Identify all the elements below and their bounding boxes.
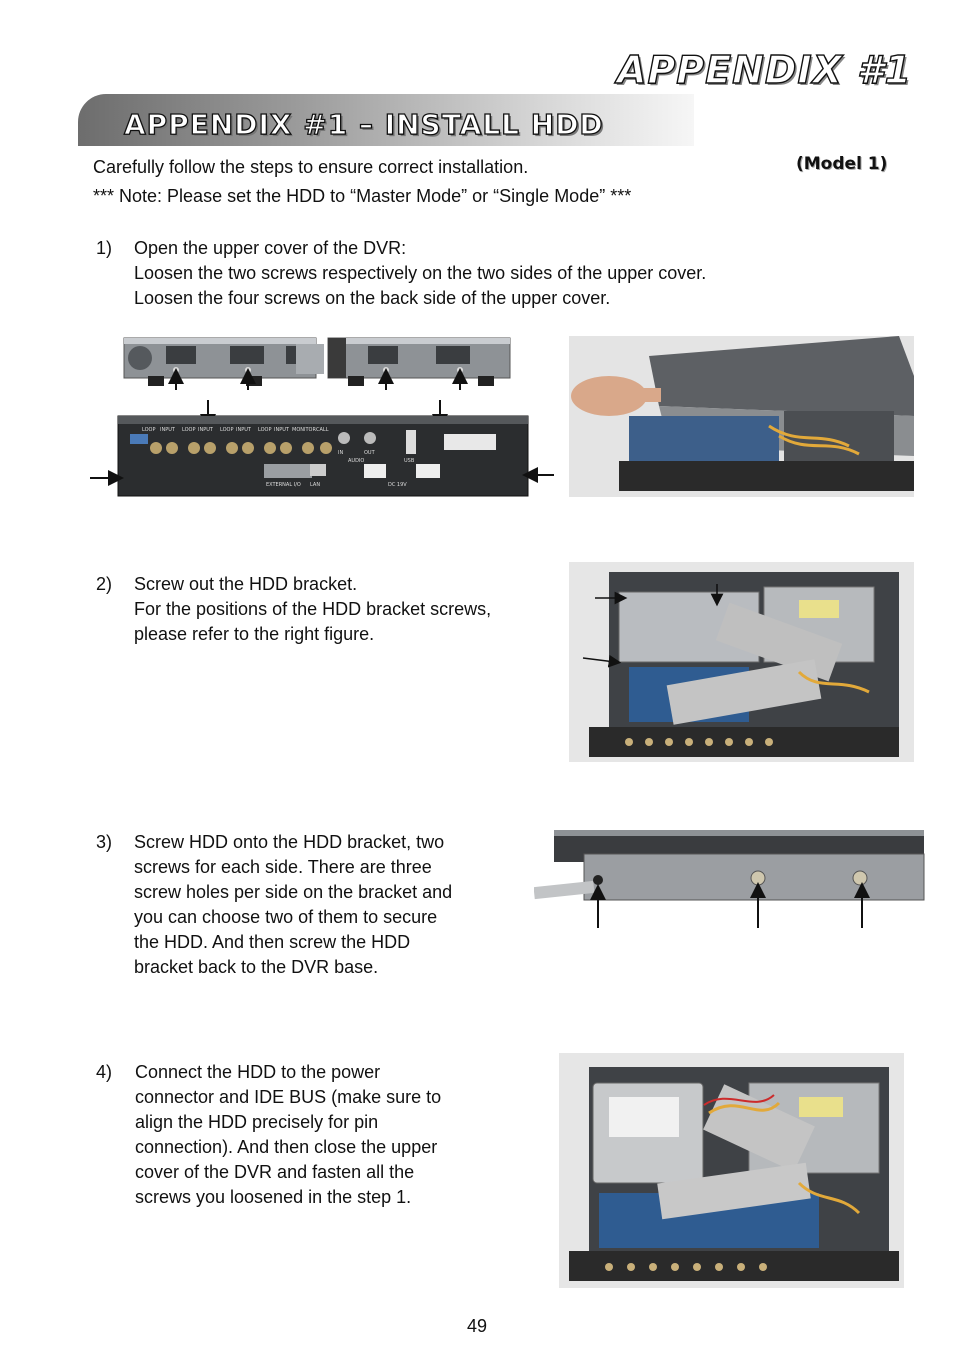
dvr-side-view-left: [124, 338, 324, 386]
step-4-line: connector and IDE BUS (make sure to: [135, 1087, 442, 1107]
step-1-line: Open the upper cover of the DVR:: [134, 238, 407, 258]
step-2-bracket-photo: [569, 562, 914, 762]
step-2-line: Screw out the HDD bracket.: [134, 574, 358, 594]
step-1-rear-figure: [86, 330, 556, 502]
external-io-label: EXTERNAL I/O: [266, 482, 301, 488]
step-3-line: you can choose two of them to secure: [134, 907, 438, 927]
step-1-text: [134, 236, 854, 311]
step-1-line: Loosen the two screws respectively on the two sides of the upper cover.: [134, 263, 707, 283]
step-1-number: 1): [96, 238, 113, 258]
step-2-line: please refer to the right figure.: [134, 624, 375, 644]
step-3-line: the HDD. And then screw the HDD: [134, 932, 411, 952]
port-label: LOOP: [258, 427, 272, 433]
step-4-line: align the HDD precisely for pin: [135, 1112, 379, 1132]
step-4-line: cover of the DVR and fasten all the: [135, 1162, 415, 1182]
step-4-number: 4): [96, 1062, 113, 1082]
audio-label: AUDIO: [348, 458, 365, 464]
dc-power-label: DC 19V: [388, 482, 407, 488]
usb-label: USB: [404, 458, 415, 464]
port-label: MONITOR: [292, 427, 316, 433]
step-4-line: screws you loosened in the step 1.: [135, 1187, 412, 1207]
step-3-line: Screw HDD onto the HDD bracket, two: [134, 832, 445, 852]
step-4-line: Connect the HDD to the power: [135, 1062, 381, 1082]
port-label: LOOP: [182, 427, 196, 433]
step-3-line: screws for each side. There are three: [134, 857, 432, 877]
port-label: CALL: [316, 427, 329, 433]
step-4-text: [135, 1060, 525, 1210]
step-1-line: Loosen the four screws on the back side of the upper cover.: [134, 288, 611, 308]
intro-line-1: Carefully follow the steps to ensure correct installation.: [93, 157, 529, 177]
model-label: (Model 1): [796, 154, 888, 174]
step-3-number: 3): [96, 832, 113, 852]
step-3-line: screw holes per side on the bracket and: [134, 882, 453, 902]
step-1-cover-photo: [569, 336, 914, 497]
banner-title: APPENDIX #1 – INSTALL HDD: [124, 108, 604, 141]
port-label: INPUT: [236, 427, 251, 433]
dvr-side-view-right: [328, 338, 510, 386]
corner-title: APPENDIX #1: [617, 48, 912, 92]
step-3-line: bracket back to the DVR base.: [134, 957, 379, 977]
step-2-line: For the positions of the HDD bracket screws,: [134, 599, 492, 619]
page-number: 49: [466, 1316, 488, 1336]
port-label: INPUT: [274, 427, 289, 433]
step-4-line: connection). And then close the upper: [135, 1137, 438, 1157]
port-label: INPUT: [198, 427, 213, 433]
port-label: LOOP: [142, 427, 156, 433]
audio-out-label: OUT: [364, 450, 375, 456]
step-2-text: [134, 572, 564, 647]
step-4-connected-hdd-photo: [559, 1053, 904, 1288]
lan-label: LAN: [310, 482, 321, 488]
step-3-text: [134, 830, 524, 980]
port-label: LOOP: [220, 427, 234, 433]
audio-in-label: IN: [338, 450, 344, 456]
step-3-hdd-bracket-photo: [534, 826, 926, 932]
intro-note: *** Note: Please set the HDD to “Master Mode” or “Single Mode” ***: [93, 186, 632, 206]
port-label: INPUT: [160, 427, 175, 433]
step-2-number: 2): [96, 574, 113, 594]
